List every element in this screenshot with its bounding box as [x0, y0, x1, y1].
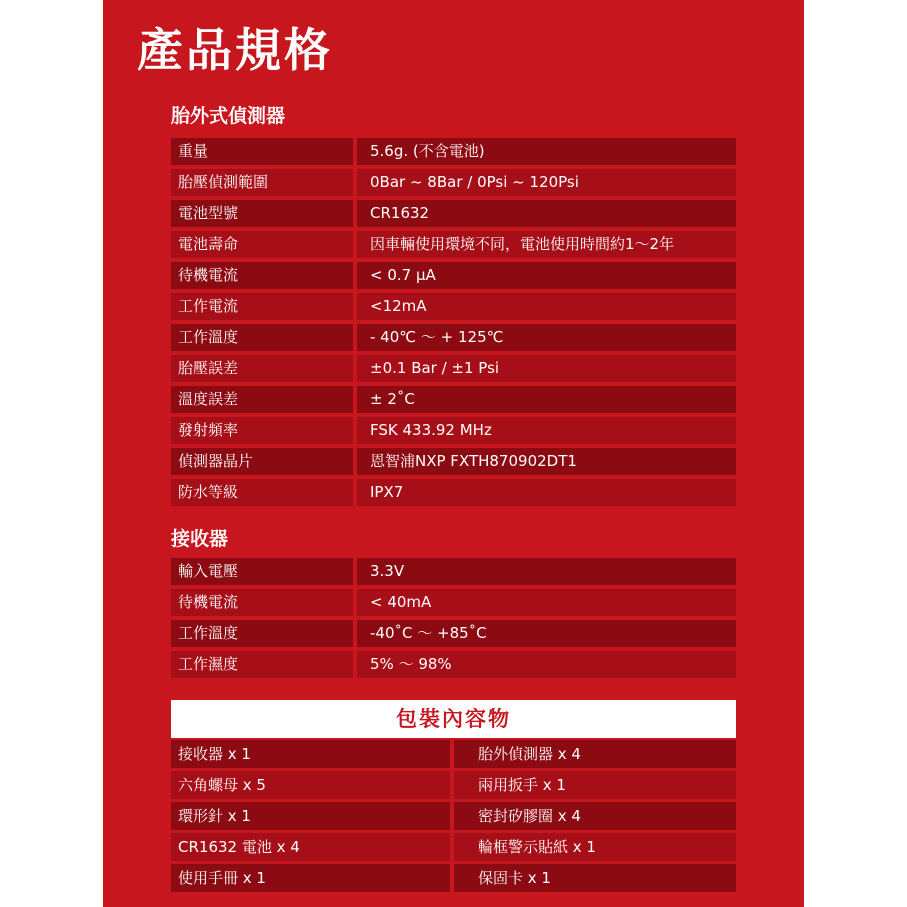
package-item: 胎外偵測器 x 4	[454, 740, 736, 768]
spec-value: 5.6g. (不含電池)	[357, 138, 736, 165]
package-row	[171, 833, 736, 861]
spec-value: < 0.7 μA	[357, 262, 736, 289]
spec-label: 胎壓誤差	[171, 355, 353, 382]
spec-row	[171, 620, 736, 647]
package-row	[171, 802, 736, 830]
spec-value: 因車輛使用環境不同，電池使用時間約1～2年	[357, 231, 736, 258]
spec-label: 防水等級	[171, 479, 353, 506]
spec-label: 溫度誤差	[171, 386, 353, 413]
spec-value: < 40mA	[357, 589, 736, 616]
spec-value: FSK 433.92 MHz	[357, 417, 736, 444]
spec-row	[171, 138, 736, 165]
spec-row	[171, 231, 736, 258]
spec-value: ±0.1 Bar / ±1 Psi	[357, 355, 736, 382]
package-item: 使用手冊 x 1	[171, 864, 450, 892]
spec-row	[171, 324, 736, 351]
spec-value: ± 2˚C	[357, 386, 736, 413]
spec-row	[171, 589, 736, 616]
package-item: 六角螺母 x 5	[171, 771, 450, 799]
spec-label: 工作溫度	[171, 324, 353, 351]
spec-row	[171, 448, 736, 475]
package-row	[171, 771, 736, 799]
page-title: 產品規格	[137, 23, 333, 77]
package-contents-header: 包裝內容物	[171, 700, 736, 738]
spec-row	[171, 479, 736, 506]
spec-panel	[103, 0, 804, 907]
package-item: 環形針 x 1	[171, 802, 450, 830]
package-item: 輪框警示貼紙 x 1	[454, 833, 736, 861]
package-row	[171, 740, 736, 768]
spec-label: 電池壽命	[171, 231, 353, 258]
sensor-section-title: 胎外式偵測器	[171, 105, 286, 127]
spec-label: 待機電流	[171, 262, 353, 289]
receiver-spec-table	[171, 558, 736, 682]
spec-value: 3.3V	[357, 558, 736, 585]
spec-row	[171, 355, 736, 382]
spec-row	[171, 200, 736, 227]
spec-label: 待機電流	[171, 589, 353, 616]
spec-value: 恩智浦NXP FXTH870902DT1	[357, 448, 736, 475]
spec-value: <12mA	[357, 293, 736, 320]
spec-row	[171, 262, 736, 289]
spec-label: 偵測器晶片	[171, 448, 353, 475]
package-contents-table	[171, 740, 736, 895]
spec-value: - 40℃ ～ + 125℃	[357, 324, 736, 351]
spec-value: 0Bar ~ 8Bar / 0Psi ~ 120Psi	[357, 169, 736, 196]
spec-value: 5% ～ 98%	[357, 651, 736, 678]
spec-label: 輸入電壓	[171, 558, 353, 585]
spec-value: -40˚C ～ +85˚C	[357, 620, 736, 647]
spec-label: 胎壓偵測範圍	[171, 169, 353, 196]
spec-row	[171, 417, 736, 444]
package-item: 保固卡 x 1	[454, 864, 736, 892]
spec-label: 工作濕度	[171, 651, 353, 678]
package-item: 兩用扳手 x 1	[454, 771, 736, 799]
spec-label: 發射頻率	[171, 417, 353, 444]
spec-label: 工作溫度	[171, 620, 353, 647]
spec-row	[171, 651, 736, 678]
spec-row	[171, 293, 736, 320]
spec-row	[171, 169, 736, 196]
sensor-spec-table	[171, 138, 736, 510]
spec-label: 電池型號	[171, 200, 353, 227]
receiver-section-title: 接收器	[171, 528, 229, 550]
spec-row	[171, 386, 736, 413]
spec-row	[171, 558, 736, 585]
spec-value: IPX7	[357, 479, 736, 506]
spec-label: 重量	[171, 138, 353, 165]
spec-value: CR1632	[357, 200, 736, 227]
package-item: CR1632 電池 x 4	[171, 833, 450, 861]
package-row	[171, 864, 736, 892]
package-item: 接收器 x 1	[171, 740, 450, 768]
spec-label: 工作電流	[171, 293, 353, 320]
package-item: 密封矽膠圈 x 4	[454, 802, 736, 830]
